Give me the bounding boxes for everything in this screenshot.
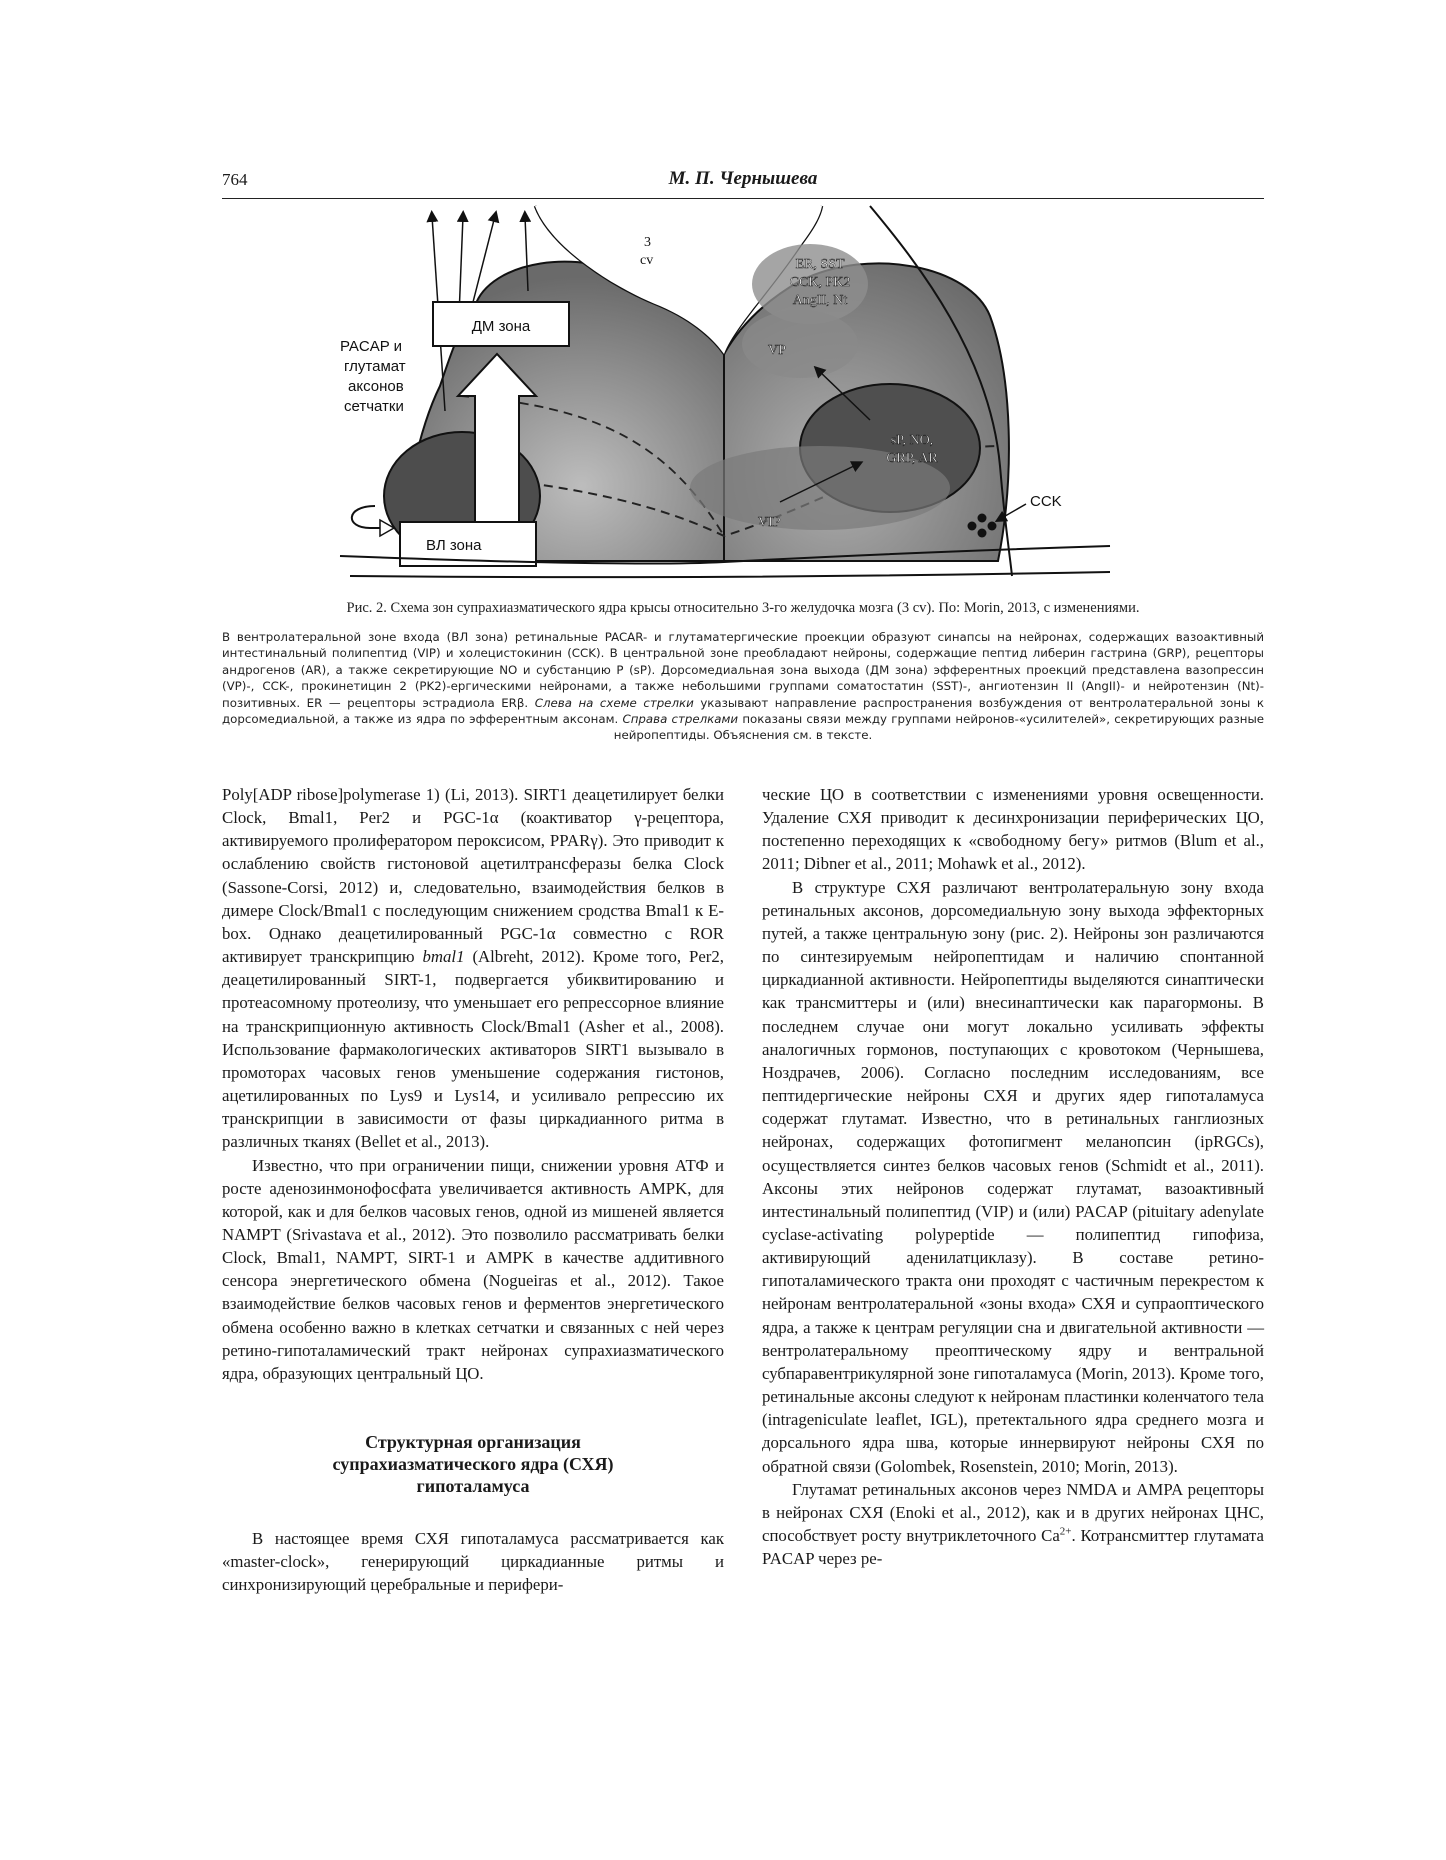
- scn-schematic: [340, 206, 1110, 582]
- section-heading-line-3: гипоталамуса: [416, 1476, 530, 1497]
- ventricle-abbr: cv: [640, 253, 654, 268]
- vip-label: VIP: [758, 515, 781, 530]
- cck-cell: [978, 514, 987, 523]
- angii-nt-label: AngII, Nt: [792, 293, 848, 308]
- figure-scn-diagram: [340, 206, 1110, 582]
- cck-right-label: CCK: [1030, 493, 1062, 510]
- cck-cell: [988, 522, 997, 531]
- right-paragraph-3: [762, 1478, 1264, 1571]
- sp-no-label: sP, NO,: [890, 433, 934, 448]
- cck-cell: [968, 522, 977, 531]
- figure-caption: [222, 600, 1264, 744]
- right-p3-text: Глутамат ретинальных аксонов через NMDA и AMPA рецепторы в нейронах СХЯ (Enoki et al., 2012), как и в других нейронах ЦНС, способствует росту внутриклеточного Ca: [762, 1479, 1264, 1545]
- vp-region: [742, 310, 858, 378]
- right-paragraph-2: В структуре СХЯ различают вентролатеральную зону входа ретинальных аксонов, дорсомедиальную зону выхода эффекторных путей, а также центральную зону (рис. 2). Нейроны зон различаются по синтезируемым нейропептидам и наличию спонтанной циркадианной активности. Нейропептиды выделяются синаптически как трансмиттеры и (или) внесинаптически как парагормоны. В последнем случае они могут локально усиливать эффекты аналогичных гормонов, поступающих с кровотоком (Чернышева, Ноздрачев, 2006). Согласно последним исследованиям, все пептидергические нейроны СХЯ и других ядер гипоталамуса содержат глутамат. Известно, что в ретинальных ганглиозных нейронах, содержащих фотопигмент меланопсин (ipRGCs), осуществляется синтез белков часовых генов (Schmidt et al., 2011). Аксоны этих нейронов содержат глутамат, вазоактивный интестинальный полипептид (VIP) и (или) PACAP (pituitary adenylate cyclase-activating polypeptide — полипептид гипофиза, активирующий аденилатциклазу). В составе ретино-гипоталамического тракта они проходят с частичным перекрестом к нейронам вентролатеральной «зоны входа» СХЯ и супраоптического ядра, а также к центрам регуляции сна и двигательной активности — вентролатеральному преоптическому ядру и вентральной субпаравентрикулярной зоне гипоталамуса (Morin, 2013). Кроме того, ретинальные аксоны следуют к нейронам пластинки коленчатого тела (intrageniculate leaflet, IGL), претектального ядра среднего мозга и дорсального ядра шва, которые иннервируют нейроны СХЯ по обратной связи (Golombek, Rosenstein, 2010; Morin, 2013).: [762, 877, 1264, 1476]
- caption-body-2: указывают направление распространения возбуждения от вентролатеральной зоны к дорсомедиальной, а также из ядра по эфферентным аксонам.: [222, 695, 1265, 727]
- pacap-label-4: сетчатки: [344, 398, 404, 415]
- caption-italic-1: Слева на схеме стрелки: [534, 695, 694, 710]
- chiasm-lower-line: [350, 572, 1110, 577]
- left-p1-text: Poly[ADP ribose]polymerase 1) (Li, 2013). SIRT1 деацетилирует белки Clock, Bmal1, Per2 и PGC-1α (коактиватор γ-рецептора, активируемого пролифератором пероксисом, PPARγ). Это приводит к ослаблению свойств гистоновой ацетилтрансферазы белка Clock (Sassone-Corsi, 2012) и, следовательно, взаимодействия белков в димере Clock/Bmal1 с последующим снижением сродства Bmal1 к E-box. Однако деацетилированный PGC-1α совместно с ROR активирует транскрипцию: [222, 785, 724, 967]
- pacap-label-3: аксонов: [348, 378, 404, 395]
- left-paragraph-1: [222, 783, 724, 1154]
- caption-title: Рис. 2. Схема зон супрахиазматического ядра крысы относительно 3-го желудочка мозга (3 cv). По: Morin, 2013, с изменениями.: [346, 600, 1140, 616]
- right-p3-end: . Котрансмиттер глутамата PACAP через ре-: [762, 1526, 1264, 1569]
- section-heading: [222, 1431, 724, 1497]
- caption-body: [222, 629, 1264, 744]
- vp-label: VP: [768, 343, 786, 358]
- retinal-input-curved-arrow: [352, 506, 380, 528]
- caption-italic-2: Справа стрелками: [622, 712, 739, 727]
- caption-body-3: показаны связи между группами нейронов-«усилителей», секретирующих разные нейропептиды. Объяснения см. в тексте.: [613, 712, 1265, 743]
- ventricle-number: 3: [644, 235, 651, 250]
- caption-body-1: В вентролатеральной зоне входа (ВЛ зона) ретинальные PACAR- и глутаматергические проекции образуют синапсы на нейронах, содержащих вазоактивный интестинальный полипептид (VIP) и холецистокинин (CCK). В центральной зоне преобладают нейроны, содержащие пептид либерин гастрина (GRP), рецепторы андрогенов (AR), а также секретирующие NO и субстанцию P (sP). Дорсомедиальная зона выхода (ДМ зона) эфферентных проекций представлена вазопрессин (VP)-, CCK-, прокинетицин 2 (PK2)-ергическими нейронами, а также небольшими группами соматостатин (SST)-, ангиотензин II (AngII)- и нейротензин (Nt)-позитивных. ER — рецепторы эстрадиола ERβ.: [222, 630, 1264, 710]
- gene-name-italic: bmal1: [422, 947, 465, 967]
- section-heading-line-1: Структурная организация: [365, 1432, 581, 1453]
- left-column: [222, 783, 724, 1597]
- er-sst-label: ER, SST: [795, 257, 845, 272]
- pacap-label-2: глутамат: [344, 358, 406, 375]
- right-paragraph-1: ческие ЦО в соответствии с изменениями уровня освещенности. Удаление СХЯ приводит к десинхронизации периферических ЦО, постепенно переходящих к «свободному бегу» ритмов (Blum et al., 2011; Dibner et al., 2011; Mohawk et al., 2012).: [762, 785, 1264, 874]
- cck-cell: [978, 529, 987, 538]
- left-p1-end: (Albreht, 2012). Кроме того, Per2, деацетилированный SIRT-1, подвергается убиквитированию и протеасомному протеолизу, что уменьшает его репрессорное влияние на транскрипционную активность Clock/Bmal1 (Asher et al., 2008). Использование фармакологических активаторов SIRT1 вызывало в промоторах часовых генов уменьшение содержания гистонов, ацетилированных по Lys9 и Lys14, и усиливало репрессию их транскрипции в зависимости от фазы циркадианного ритма в различных тканях (Bellet et al., 2013).: [222, 947, 724, 1152]
- dm-zone-label: ДМ зона: [471, 318, 531, 335]
- left-paragraph-3: В настоящее время СХЯ гипоталамуса рассматривается как «master-clock», генерирующий циркадианные ритмы и синхронизирующий церебральные и перифери-: [222, 1529, 724, 1595]
- right-column: [762, 783, 1264, 1570]
- section-heading-line-2: супрахиазматического ядра (СХЯ): [332, 1454, 614, 1475]
- running-header: [222, 168, 1264, 199]
- vl-zone-label: ВЛ зона: [426, 537, 482, 554]
- left-paragraph-2: Известно, что при ограничении пищи, снижении уровня АТФ и росте аденозинмонофосфата увеличивается активность AMPK, для которой, как и для белков часовых генов, одной из мишеней является NAMPT (Srivastava et al., 2012). Это позволило рассматривать белки Clock, Bmal1, NAMPT, SIRT-1 и AMPK в качестве аддитивного сенсора энергетического обмена (Nogueiras et al., 2012). Такое взаимодействие белков часовых генов и ферментов энергетического обмена особенно важно в клетках сетчатки и связанных с ней через ретино-гипоталамический тракт нейронах супрахиазматического ядра, образующих центральный ЦО.: [222, 1155, 724, 1383]
- calcium-superscript: 2+: [1059, 1525, 1072, 1538]
- cck-pk2-label: CCK, PK2: [789, 275, 851, 290]
- pacap-label-1: PACAP и: [340, 338, 403, 355]
- grp-ar-label: GRP, AR: [886, 451, 938, 466]
- page-number: 764: [222, 170, 248, 189]
- running-author: М. П. Чернышева: [668, 168, 818, 189]
